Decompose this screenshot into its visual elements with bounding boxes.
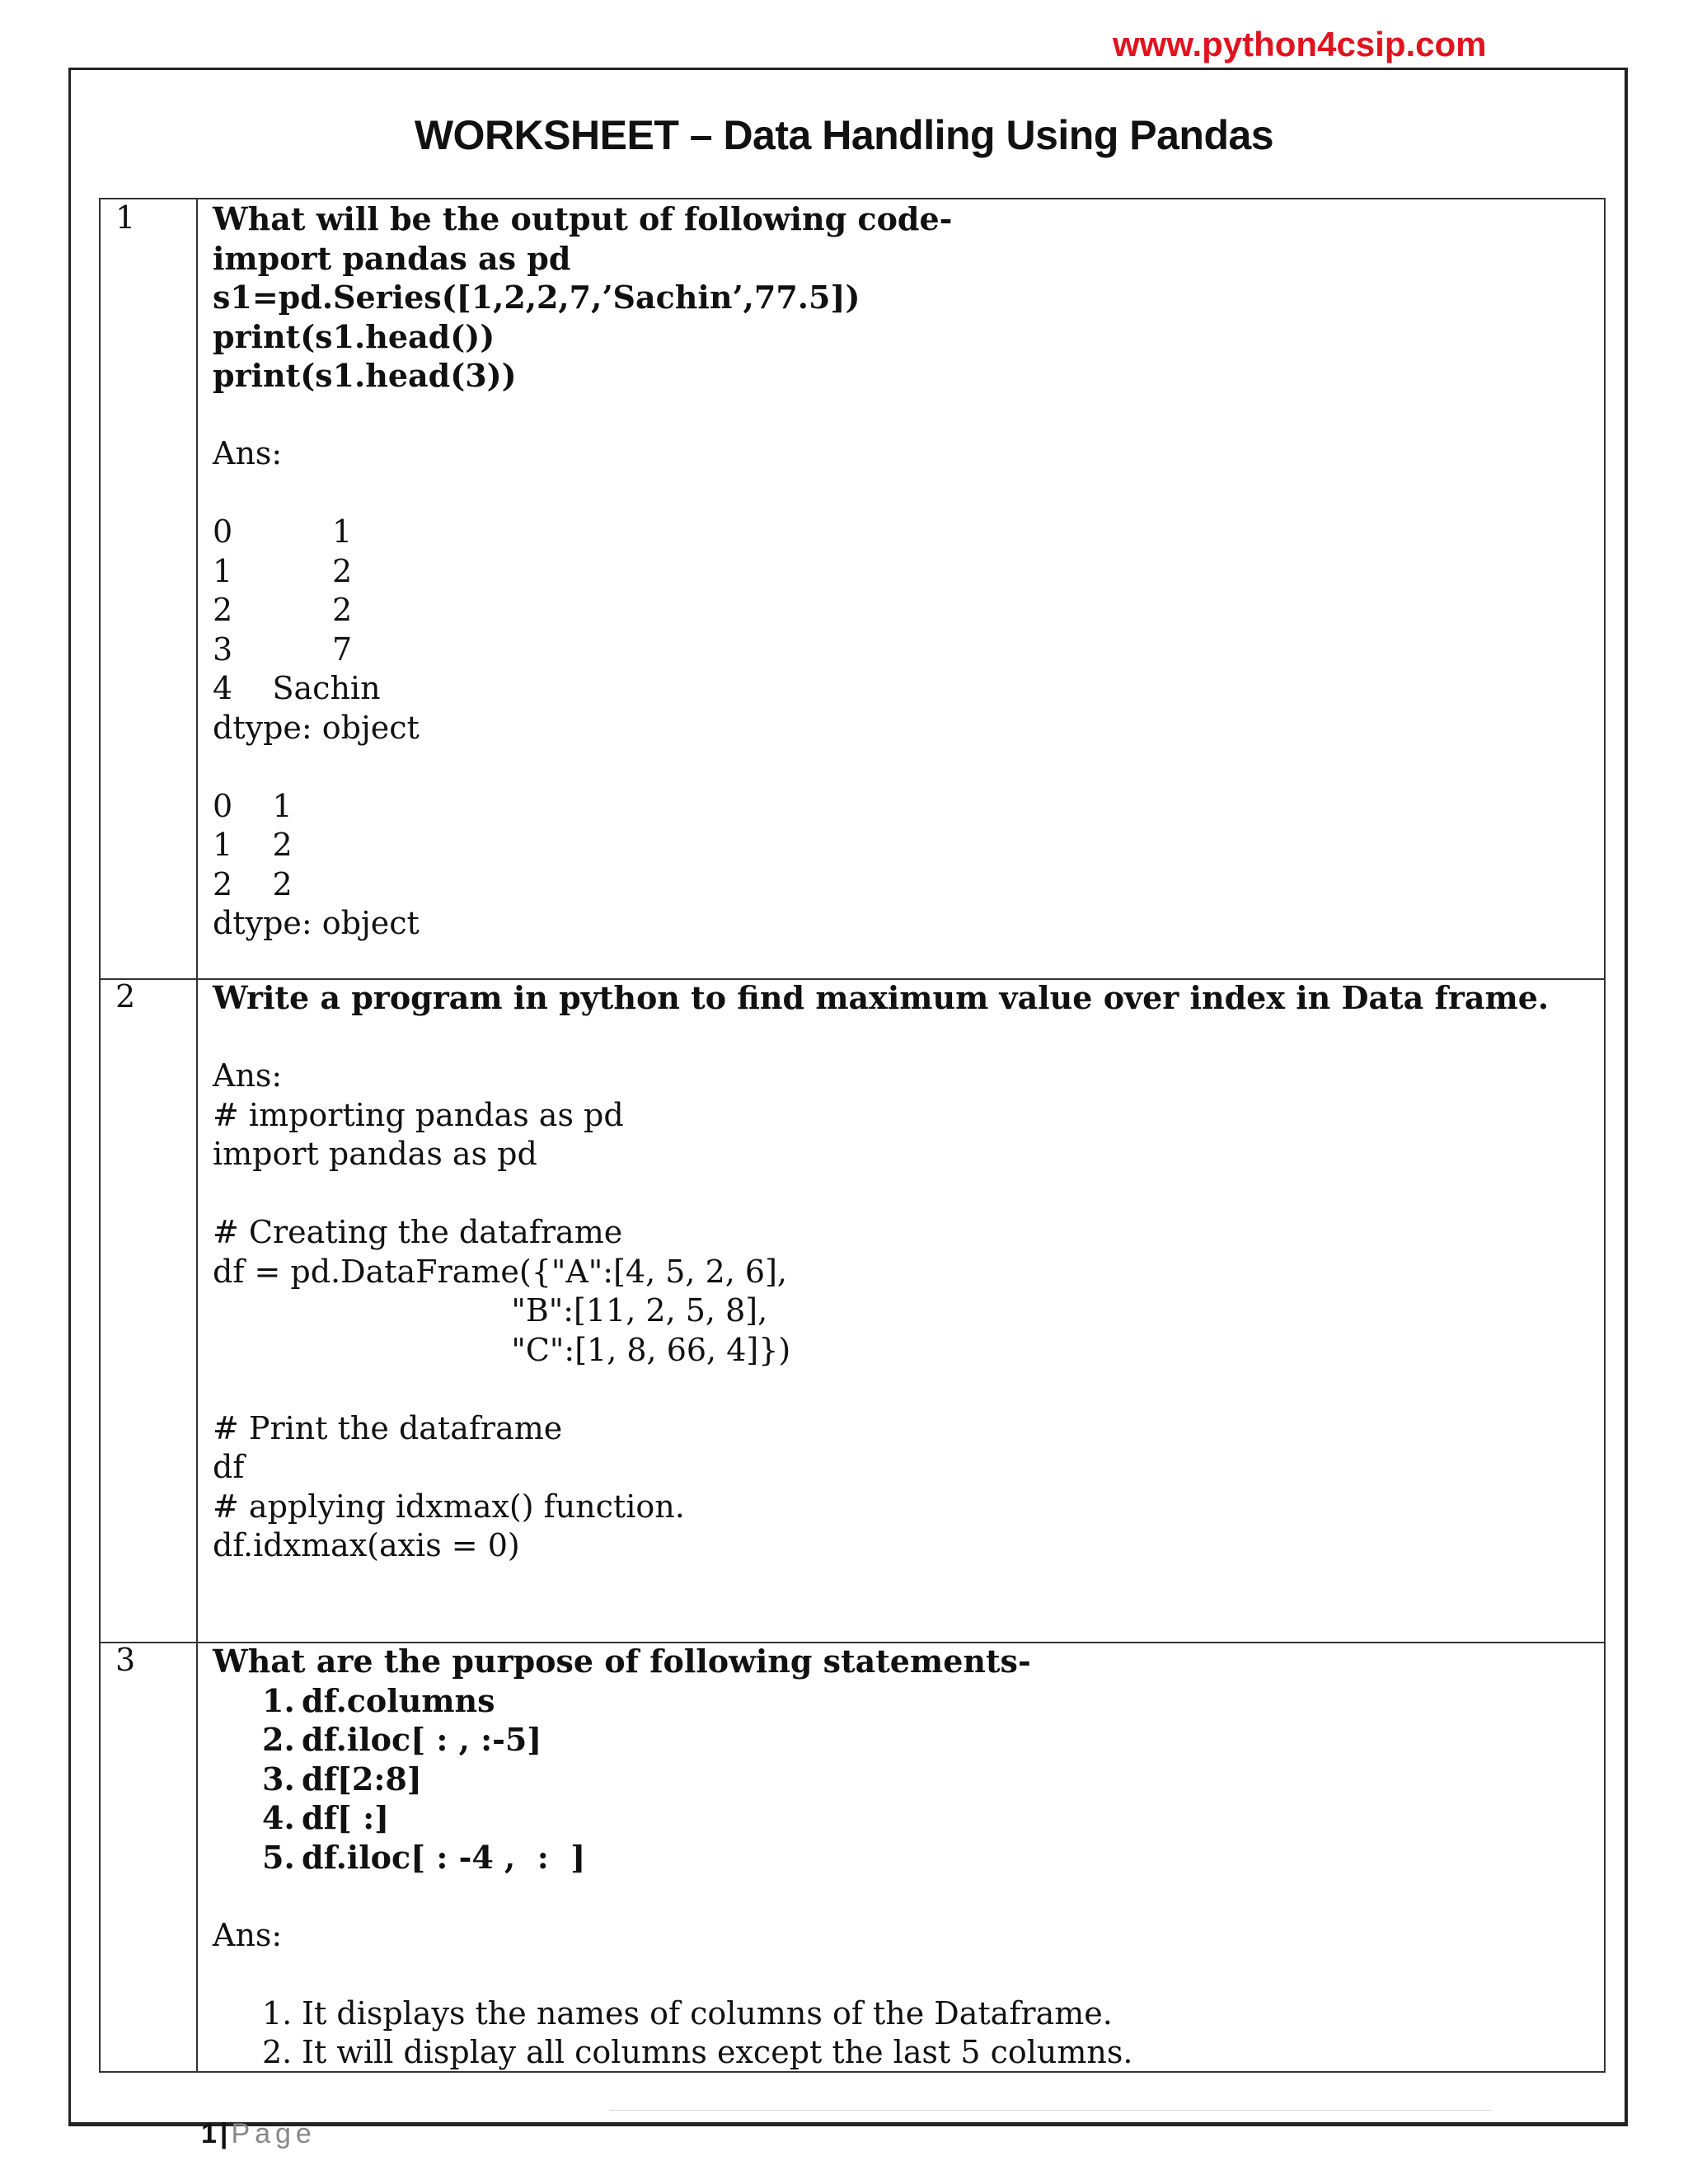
questions-table xyxy=(99,198,1606,2073)
output-line: 0 1 xyxy=(213,513,353,550)
site-url-link[interactable]: www.python4csip.com xyxy=(1113,25,1487,63)
output-line: dtype: object xyxy=(213,905,420,941)
code-line: import pandas as pd xyxy=(213,239,571,277)
question-number: 3 xyxy=(115,1642,136,1678)
page-label: Page xyxy=(231,2118,316,2149)
code-line: import pandas as pd xyxy=(213,1136,537,1172)
code-line: # applying idxmax() function. xyxy=(213,1488,685,1525)
output-line: dtype: object xyxy=(213,709,420,746)
question-text: What are the purpose of following statements- xyxy=(213,1643,1031,1680)
answer-item: 2. It will display all columns except the last 5 columns. xyxy=(262,2034,1133,2070)
column-divider xyxy=(196,1642,198,2071)
code-line: df.idxmax(axis = 0) xyxy=(213,1527,520,1563)
output-line: 0 1 xyxy=(213,787,293,824)
code-line: # Print the dataframe xyxy=(213,1409,563,1446)
output-line: 2 2 xyxy=(213,865,293,902)
code-line: print(s1.head(3)) xyxy=(213,357,517,394)
footer-rule xyxy=(610,2110,1492,2111)
list-item: 2. df.iloc[ : , :-5] xyxy=(262,1721,542,1758)
code-line: "C":[1, 8, 66, 4]}) xyxy=(213,1331,791,1368)
code-line: df xyxy=(213,1449,245,1485)
code-line: # Creating the dataframe xyxy=(213,1214,623,1250)
list-item: 3. df[2:8] xyxy=(262,1760,422,1797)
question-row-1 xyxy=(101,199,1604,980)
output-line: 1 2 xyxy=(213,552,353,589)
answer-item: 1. It displays the names of columns of the Dataframe. xyxy=(262,1994,1113,2032)
column-divider xyxy=(196,978,198,1642)
list-item: 5. df.iloc[ : -4 , : ] xyxy=(262,1838,586,1876)
column-divider xyxy=(196,199,198,978)
output-line: 2 2 xyxy=(213,592,353,628)
question-content xyxy=(213,978,1587,1566)
question-row-2 xyxy=(101,978,1604,1643)
output-line: 4 Sachin xyxy=(213,670,381,706)
question-text: What will be the output of following code- xyxy=(213,200,953,237)
worksheet-title: WORKSHEET – Data Handling Using Pandas xyxy=(414,112,1274,158)
page-footer xyxy=(201,2118,316,2150)
list-item: 1. df.columns xyxy=(262,1681,495,1719)
question-number: 2 xyxy=(115,978,136,1015)
question-number: 1 xyxy=(115,199,136,236)
code-line: "B":[11, 2, 5, 8], xyxy=(213,1292,768,1329)
page-number: 1 xyxy=(201,2118,217,2149)
output-line: 1 2 xyxy=(213,827,293,863)
question-text: Write a program in python to find maximum value over index in Data frame. xyxy=(213,979,1550,1016)
code-line: print(s1.head()) xyxy=(213,317,495,355)
question-row-3 xyxy=(101,1642,1604,2071)
answer-label: Ans: xyxy=(213,1057,283,1094)
output-line: 3 7 xyxy=(213,630,353,668)
answer-label: Ans: xyxy=(213,435,283,471)
code-line: s1=pd.Series([1,2,2,7,’Sachin’,77.5]) xyxy=(213,279,860,316)
question-content xyxy=(213,1642,1587,2073)
code-line: df = pd.DataFrame({"A":[4, 5, 2, 6], xyxy=(213,1253,787,1290)
code-line: # importing pandas as pd xyxy=(213,1096,624,1133)
answer-label: Ans: xyxy=(213,1916,283,1953)
list-item: 4. df[ :] xyxy=(262,1799,390,1836)
footer-separator: | xyxy=(219,2118,228,2149)
question-content xyxy=(213,199,1587,944)
